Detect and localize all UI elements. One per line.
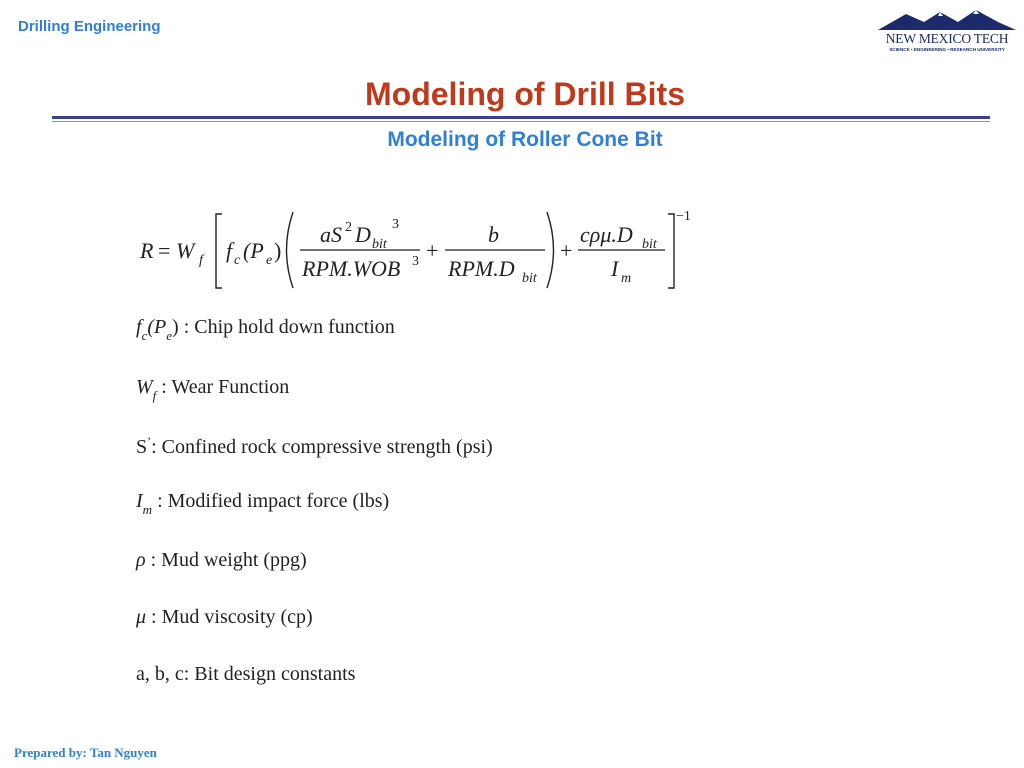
slide-title: Modeling of Drill Bits: [365, 76, 685, 112]
eq-right-paren: [547, 212, 554, 288]
eq-plus-1: +: [426, 238, 439, 263]
eq-plus-2: +: [560, 238, 573, 263]
course-name: Drilling Engineering: [18, 18, 161, 35]
mountain-logo-icon: [876, 8, 1018, 32]
eq-t1-num: aS: [320, 222, 342, 247]
eq-fc-sub: c: [234, 253, 241, 268]
eq-right-bracket: [668, 214, 674, 288]
eq-wear-sub: f: [199, 253, 203, 268]
def-mud-weight: ρ : Mud weight (ppg): [136, 549, 307, 571]
eq-pe: (P: [243, 238, 264, 263]
def-bit-constants: a, b, c: Bit design constants: [136, 663, 356, 685]
eq-pe-sub: e: [266, 253, 273, 268]
eq-exponent: −1: [676, 209, 691, 224]
logo-tagline: SCIENCE • ENGINEERING • RESEARCH UNIVERSITY: [889, 47, 1005, 52]
logo-name: NEW MEXICO TECH: [885, 31, 1009, 46]
def-impact-force: $I_m$ : Modified impact force (lbs): [136, 490, 390, 517]
eq-fc: f: [226, 238, 233, 263]
eq-pe-close: ): [274, 238, 282, 263]
slide-subtitle: Modeling of Roller Cone Bit: [387, 128, 663, 151]
eq-t3-num: cρμ.D: [580, 222, 633, 247]
eq-t2-num: b: [488, 222, 499, 247]
university-logo: [876, 8, 1018, 54]
eq-t1-num-d: D: [355, 222, 371, 247]
eq-t3-den-sub: m: [621, 271, 632, 286]
eq-equals: =: [158, 238, 171, 263]
eq-wear: W: [176, 238, 195, 263]
eq-left-bracket: [216, 214, 222, 288]
eq-t1-num-exp: 2: [345, 220, 352, 235]
title-divider-thin: [52, 121, 990, 122]
eq-t1-den: RPM.WOB: [302, 256, 401, 281]
eq-t1-num-sub: bit: [372, 237, 387, 252]
eq-t3-num-sub: bit: [642, 237, 657, 252]
eq-t1-num-exp2: 3: [392, 217, 399, 232]
def-rock-strength: S’: Confined rock compressive strength (psi): [136, 434, 493, 458]
eq-t1-den-exp: 3: [412, 254, 419, 269]
def-wear-function: $W_f$ : Wear Function: [136, 376, 290, 403]
rop-equation: [130, 200, 710, 300]
eq-t2-den-sub: bit: [522, 271, 537, 286]
title-divider: [52, 116, 990, 119]
eq-left-paren: [287, 212, 294, 288]
def-mud-viscosity: μ : Mud viscosity (cp): [136, 606, 313, 628]
eq-t3-den: I: [611, 256, 619, 281]
def-chip-hold-down: $f_c(P_e)$ : Chip hold down function: [136, 316, 395, 343]
prepared-by: Prepared by: Tan Nguyen: [14, 745, 157, 760]
eq-t2-den: RPM.D: [448, 256, 515, 281]
eq-rate: R: [140, 238, 154, 263]
